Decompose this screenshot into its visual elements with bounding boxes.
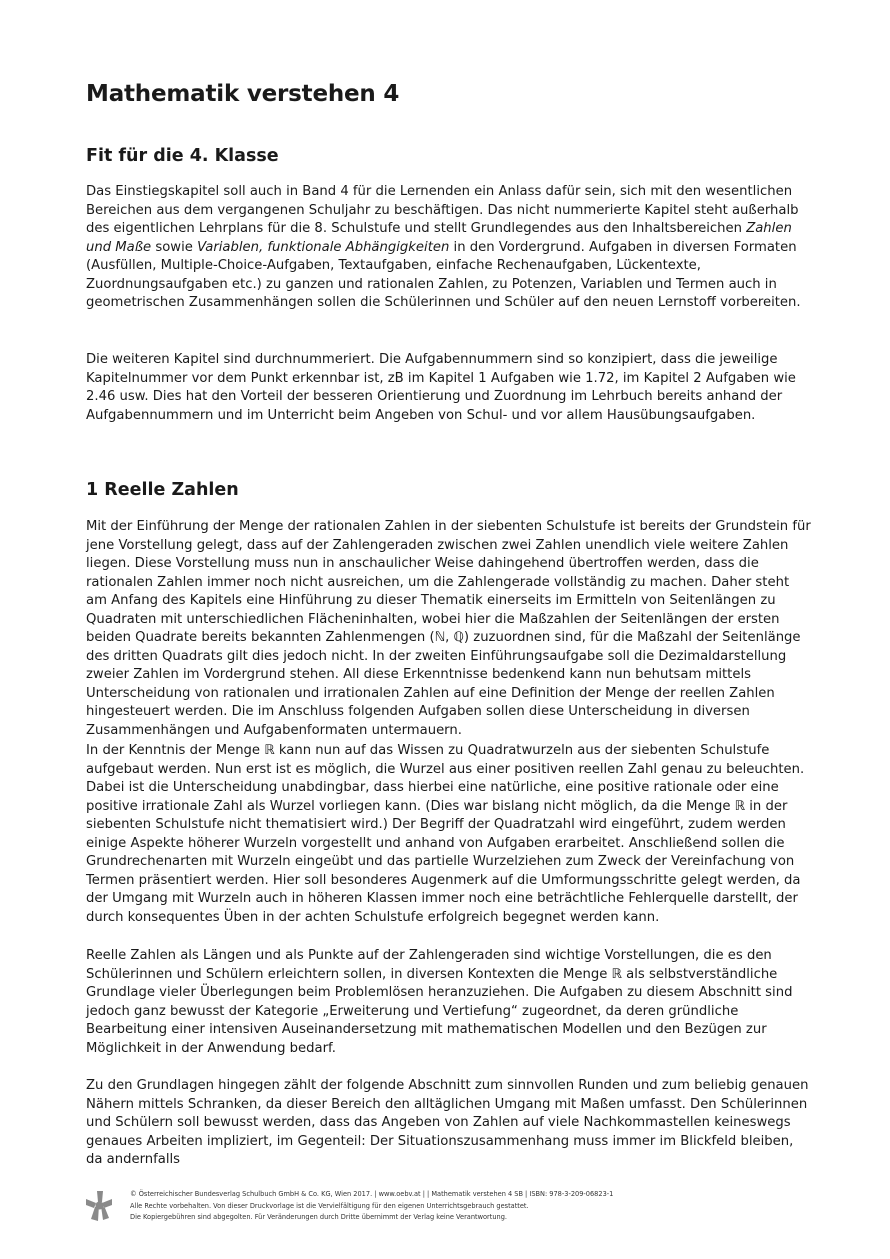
paragraph-kapitel-nummern: Die weiteren Kapitel sind durchnummeriert. Die Aufgabennummern sind so konzipiert, dass die jeweilige Kapitelnummer vor dem Punkt erkennbar ist, zB im Kapitel 1 Aufgaben wie 1.72, im Kapitel 2 Aufgaben wie 2.46 usw. Dies hat den Vorteil der besseren Orientierung und Zuordnung im Lehrbuch bereits anhand der Aufgabennummern und im Unterricht beim Angeben von Schul- und vor allem Hausübungsaufgaben. [86, 352, 796, 423]
footer-rights-line: Alle Rechte vorbehalten. Von dieser Druckvorlage ist die Vervielfältigung für den eigenen Unterrichtsgebrauch gestattet. [130, 1201, 529, 1210]
paragraph-rationale-zahlen: Mit der Einführung der Menge der rationalen Zahlen in der siebenten Schulstufe ist bereits der Grundstein für jene Vorstellung gelegt, dass auf der Zahlengeraden zwischen zwei Zahlen unendlich viele weitere Zahlen liegen. Diese Vorstellung muss nun in anschaulicher Weise dahingehend übertroffen werden, dass die rationalen Zahlen immer noch nicht ausreichen, um die Zahlengerade vollständig zu machen. Daher steht am Anfang des Kapitels eine Hinführung zu dieser Thematik einerseits im Ermitteln von Seitenlängen zu Quadraten mit unterschiedlichen Flächeninhalten, wobei hier die Maßzahlen der Seitenlängen der ersten beiden Quadrate bereits bekannten Zahlenmengen (ℕ, ℚ) zuzuordnen sind, für die Maßzahl der Seitenlänge des dritten Quadrats gilt dies jedoch nicht. In der zweiten Einführungsaufgabe soll die Dezimaldarstellung zweier Zahlen im Vordergrund stehen. All diese Erkenntnisse bedenkend kann nun behutsam mittels Unterscheidung von rationalen und irrationalen Zahlen auf eine Definition der Menge der reellen Zahlen hingesteuert werden. Die im Anschluss folgenden Aufgaben sollen diese Unterscheidung in diversen Zusammenhängen und Aufgabenformaten untermauern. [86, 519, 811, 738]
paragraph-intro-text-2: sowie [151, 239, 198, 255]
page-footer [86, 1189, 806, 1225]
publisher-logo-icon [86, 1191, 112, 1221]
emphasis-variablen: Variablen, funktionale Abhängigkeiten [197, 239, 450, 255]
emphasis-zahlen-und-masse: Zahlen und Maße [86, 221, 792, 255]
document-title: Mathematik verstehen 4 [86, 81, 400, 107]
footer-copyright-line: © Österreichischer Bundesverlag Schulbuch GmbH & Co. KG, Wien 2017. | www.oebv.at | | Mathematik verstehen 4 SB | ISBN: 978-3-209-06823-1 [130, 1190, 614, 1198]
paragraph-quadratwurzeln: In der Kenntnis der Menge ℝ kann nun auf das Wissen zu Quadratwurzeln aus der siebenten Schulstufe aufgebaut werden. Nun erst ist es möglich, die Wurzel aus einer positiven reellen Zahl genau zu beleuchten. Dabei ist die Unterscheidung unabdingbar, dass hierbei eine natürliche, eine positive rationale oder eine positive irrationale Zahl als Wurzel vorliegen kann. (Dies war bislang nicht möglich, da die Menge ℝ in der siebenten Schulstufe nicht thematisiert wird.) Der Begriff der Quadratzahl wird eingeführt, zudem werden einige Aspekte höherer Wurzeln vorgestellt und anhand von Aufgaben erarbeitet. Anschließend sollen die Grundrechenarten mit Wurzeln eingeübt und das partielle Wurzelziehen zum Zweck der Vereinfachung von Termen präsentiert werden. Hier soll besonderes Augenmerk auf die Umformungsschritte gelegt werden, da der Umgang mit Wurzeln auch in höheren Klassen immer noch eine beträchtliche Fehlerquelle darstellt, der durch konsequentes Üben in der achten Schulstufe erfolgreich begegnet werden kann. [86, 743, 805, 925]
paragraph-intro [86, 183, 811, 313]
footer-fees-line: Die Kopiergebühren sind abgegolten. Für Veränderungen durch Dritte übernimmt der Verlag keine Verantwortung. [130, 1213, 507, 1221]
section-heading-fit: Fit für die 4. Klasse [86, 146, 279, 166]
paragraph-runden: Zu den Grundlagen hingegen zählt der folgende Abschnitt zum sinnvollen Runden und zum beliebig genauen Nähern mittels Schranken, da dieser Bereich den alltäglichen Umgang mit Maßen umfasst. Den Schülerinnen und Schülern soll bewusst werden, dass das Angeben von Zahlen auf viele Nachkommastellen keineswegs genaues Arbeiten impliziert, im Gegenteil: Der Situationszusammenhang muss immer im Blickfeld bleiben, da andernfalls [86, 1078, 809, 1167]
paragraph-zahlengerade: Reelle Zahlen als Längen und als Punkte auf der Zahlengeraden sind wichtige Vorstellungen, die es den Schülerinnen und Schülern erleichtern sollen, in diversen Kontexten die Menge ℝ als selbstverständliche Grundlage vieler Überlegungen beim Problemlösen heranzuziehen. Die Aufgaben zu diesem Abschnitt sind jedoch ganz bewusst der Kategorie „Erweiterung und Vertiefung“ zugeordnet, da deren gründliche Bearbeitung einer intensiven Auseinandersetzung mit mathematischen Modellen und den Bezügen zur Möglichkeit in der Anwendung bedarf. [86, 948, 793, 1056]
paragraph-intro-text-1: Das Einstiegskapitel soll auch in Band 4 für die Lernenden ein Anlass dafür sein, sich mit den wesentlichen Bereichen aus dem vergangenen Schuljahr zu beschäftigen. Das nicht nummerierte Kapitel steht außerhalb des eigentlichen Lehrplans für die 8. Schulstufe und stellt Grundlegendes aus den Inhaltsbereichen [86, 184, 799, 236]
paragraph-intro-text-3: in den Vordergrund. Aufgaben in diversen Formaten (Ausfüllen, Multiple-Choice-Aufgaben, Textaufgaben, einfache Rechenaufgaben, Lückentexte, Zuordnungsaufgaben etc.) zu ganzen und rationalen Zahlen, zu Potenzen, Variablen und Termen auch in geometrischen Zusammenhängen sollen die Schülerinnen und Schüler auf den neuen Lernstoff vorbereiten. [86, 239, 801, 310]
footer-text [130, 1189, 613, 1224]
section-heading-reelle-zahlen: 1 Reelle Zahlen [86, 480, 239, 500]
